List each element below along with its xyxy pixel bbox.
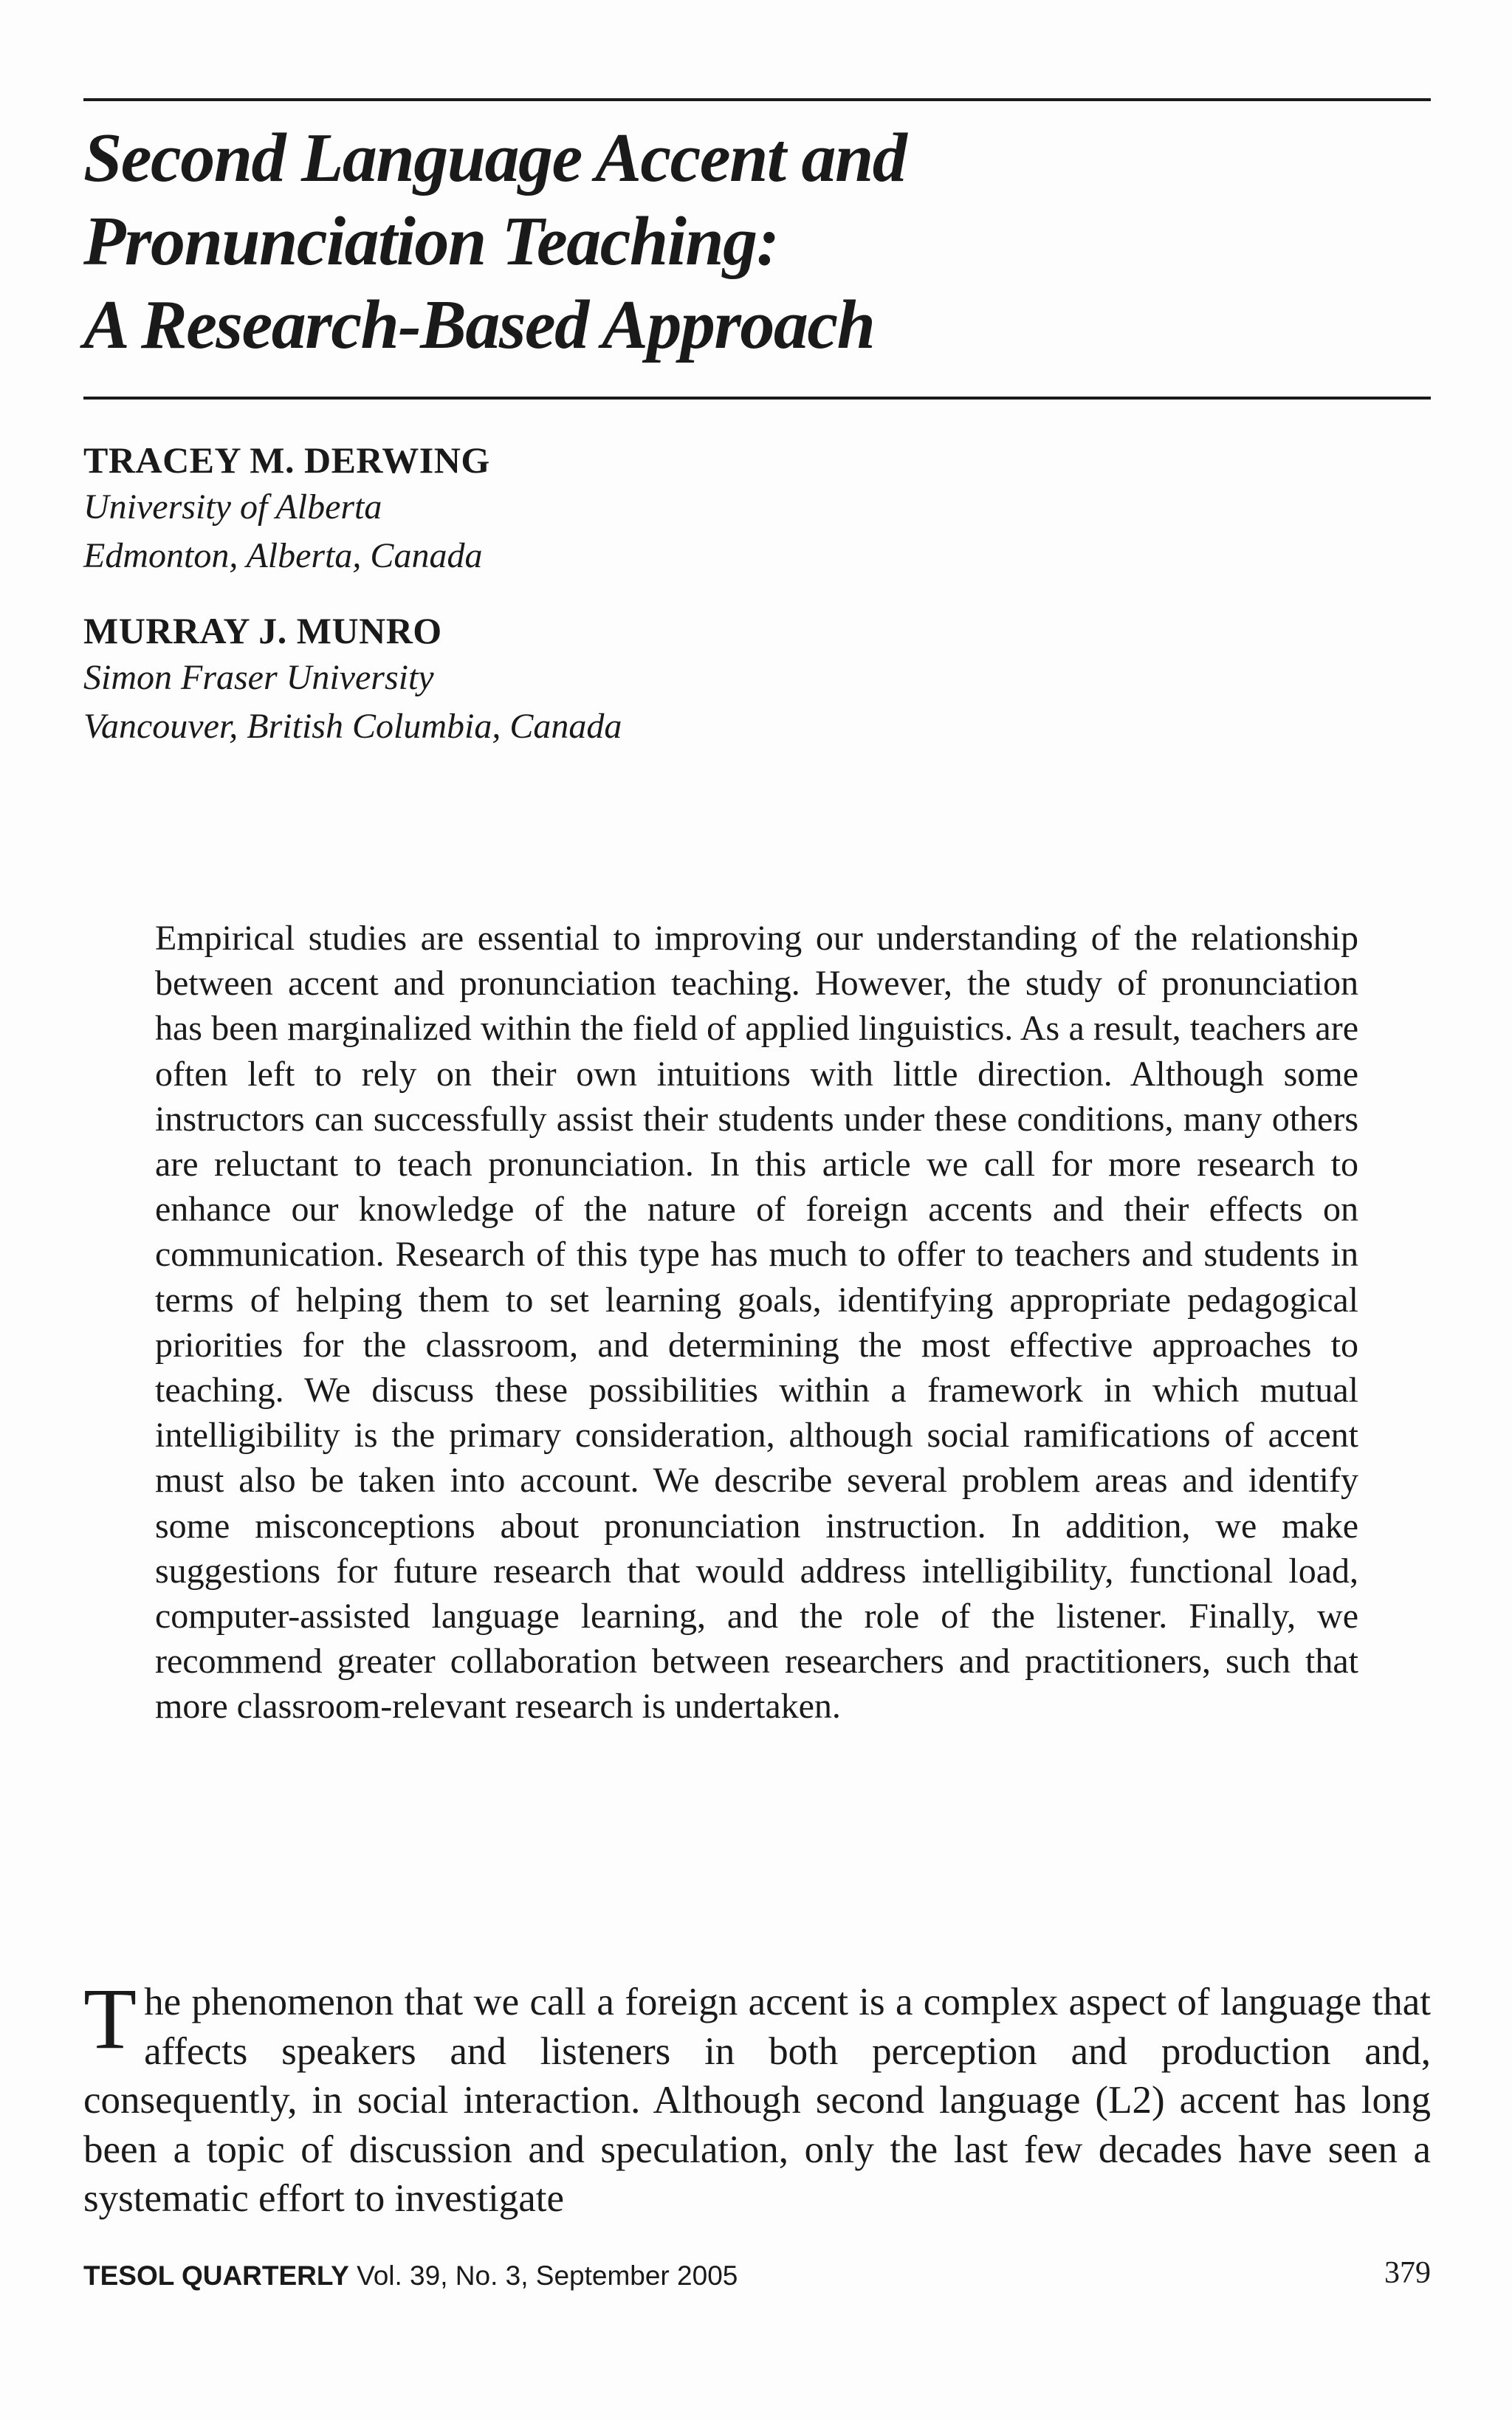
author-name: TRACEY M. DERWING <box>83 439 490 481</box>
drop-cap: T <box>83 1970 137 2067</box>
abstract: Empirical studies are essential to improving our understanding of the relationship between accent and pronunciation teaching. However, the study of pronunciation has been marginalized within the field of applied linguistics. As a result, teachers are often left to rely on their own intuitions with little direction. Although some instructors can successfully assist their students under these conditions, many others are reluctant to teach pronunciation. In this article we call for more research to enhance our knowledge of the nature of foreign accents and their effects on communication. Research of this type has much to offer to teachers and students in terms of helping them to set learning goals, identifying appropriate pedagogical priorities for the classroom, and determining the most effective approaches to teaching. We discuss these possibilities within a framework in which mutual intelligibility is the primary consideration, although social ramifications of accent must also be taken into account. We describe several problem areas and identify some misconceptions about pronunciation instruction. In addition, we make suggestions for future research that would address intelligibility, functional load, computer-assisted language learning, and the role of the listener. Finally, we recommend greater collaboration between researchers and practitioners, such that more classroom-relevant research is undertaken. <box>155 919 1358 1727</box>
page-number: 379 <box>1384 2256 1431 2290</box>
title-line-1: Second Language Accent and <box>83 120 907 196</box>
footer-citation <box>83 2258 738 2294</box>
title-line-2: Pronunciation Teaching: <box>83 203 779 280</box>
author-name: MURRAY J. MUNRO <box>83 610 442 651</box>
author-affiliation: Simon Fraser University <box>83 658 434 697</box>
article-title <box>83 117 1412 367</box>
author-block-derwing <box>83 437 969 580</box>
title-top-rule <box>83 98 1431 101</box>
author-location: Edmonton, Alberta, Canada <box>83 536 483 575</box>
journal-issue: Vol. 39, No. 3, September 2005 <box>357 2260 738 2291</box>
body-paragraph <box>83 1970 1431 2224</box>
author-block-munro <box>83 608 969 751</box>
author-location: Vancouver, British Columbia, Canada <box>83 707 622 746</box>
author-affiliation: University of Alberta <box>83 487 382 527</box>
title-bottom-rule <box>83 397 1431 400</box>
journal-name: TESOL QUARTERLY <box>83 2260 349 2291</box>
title-line-3: A Research-Based Approach <box>83 287 875 363</box>
body-text: he phenomenon that we call a foreign accent is a complex aspect of language that affects speakers and listeners in both perception and production and, consequently, in social interaction. Although second language (L2) accent has long been a topic of discussion and speculation, only the last few decades have seen a systematic effort to investigate <box>83 1981 1431 2220</box>
